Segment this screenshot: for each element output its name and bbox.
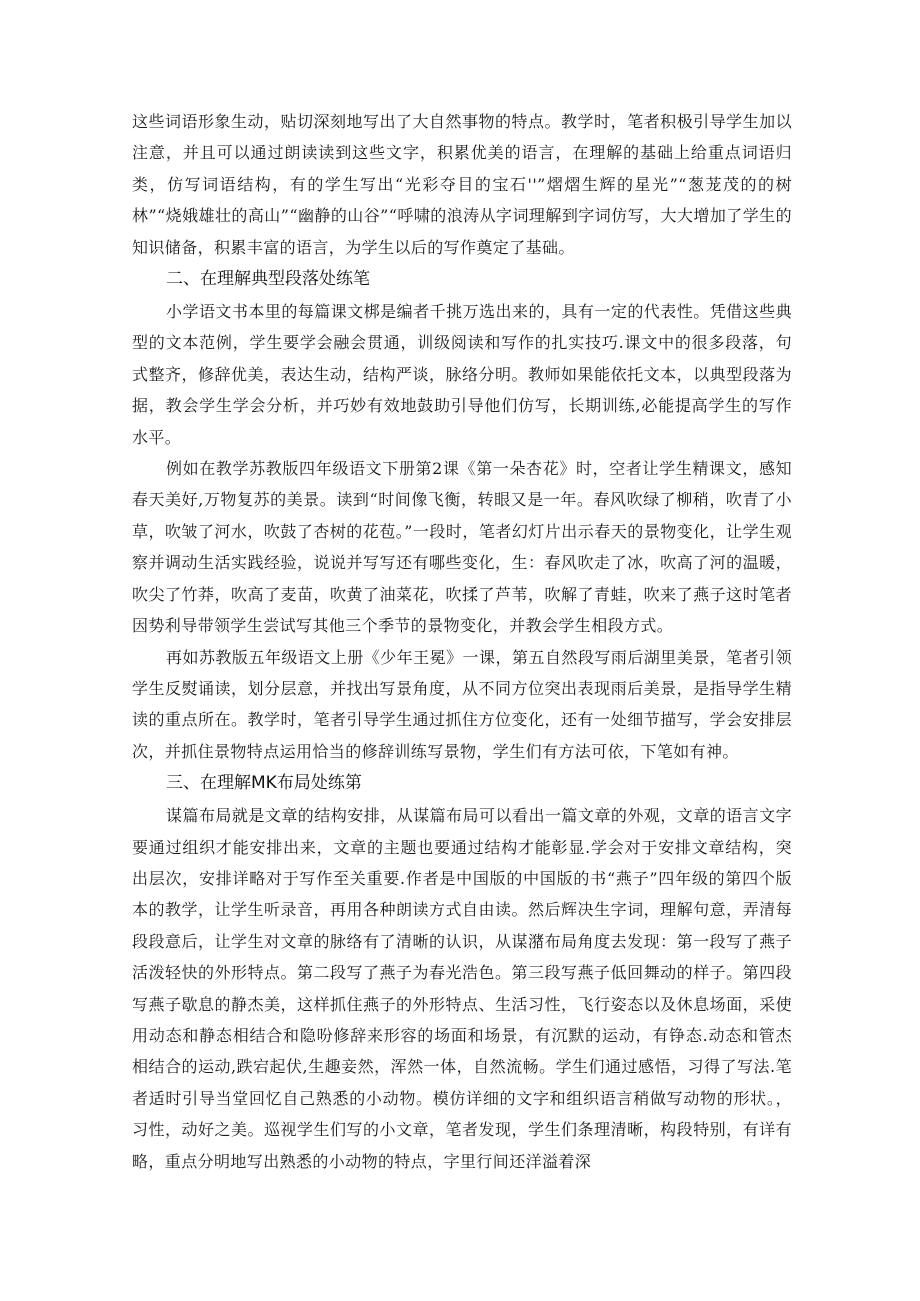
section-heading-3: 三、在理解MK布局处练第 — [166, 773, 362, 794]
section2-paragraph-1: 小学语文书本里的每篇课文梆是编者千挑万选出来的，具有一定的代表性。凭借这些典型的文本范例，学生要学会融会贯通，训级阅读和写作的扎实技巧.课文中的很多段落，句式整齐，修辞优美，表达生动，结构严谈，脉络分明。教师如果能依托文本，以典型段落为据，教会学生学会分析，并巧妙有效地鼓助引导他们仿写，长期训练,必能提高学生的写作水平。 — [132, 302, 792, 447]
intro-paragraph: 这些词语形象生动，贴切深刻地写出了大自然事物的特点。教学时，笔者积极引导学生加以注意，并且可以通过朗读读到这些文字，积累优美的语言，在理解的基础上给重点词语归类，仿写词语结构，有的学生写出“光彩夺目的宝石''”熠熠生辉的星光”“葱茏茂的的树林”“烧娥雄壮的高山”“幽静的山谷”“呼啸的浪涛从字词理解到字词仿写，大大增加了学生的知识储备，积累丰富的语言，为学生以后的写作奠定了基础。 — [132, 112, 792, 257]
section2-paragraph-2: 例如在教学苏教版四年级语文下册第2课《第一朵杏花》时，空者让学生精课文，感知春天美好,万物复苏的美景。读到“时间像飞衡，转眼又是一年。春风吹绿了柳稍，吹青了小草，吹皱了河水，吹鼓了杏树的花苞。”一段时，笔者幻灯片出示春天的景物变化，让学生观察并调动生活实践经验，说说并写写还有哪些变化，生：春风吹走了冰，吹高了河的温暖，吹尖了竹莽，吹高了麦苗，吹黄了油菜花，吹揉了芦苇，吹解了青蛙，吹来了燕子这时笔者因势利导带领学生尝试写其他三个季节的景物变化，并教会学生相段方式。 — [132, 459, 792, 636]
section-heading-2: 二、在理解典型段落处练笔 — [166, 269, 370, 290]
section3-paragraph-1: 谋篇布局就是文章的结构安排，从谋篇布局可以看出一篇文章的外观，文章的语言文字要通过组织才能安排出来，文章的主题也要通过结构才能彰显.学会对于安排文章结构，突出层次，安排详略对于写作至关重要.作者是中国版的中国版的书“燕子”四年级的第四个版本的教学，让学生听录音，再用各种朗读方式自由读。然后辉决生字词，理解句意，弄清每段段意后，让学生对文章的脉络有了清晰的认识，从谋潴布局角度去发现：第一段写了燕子活泼轻快的外形特点。第二段写了燕子为春光浩色。第三段写燕子低回舞动的样子。第四段写燕子歇息的静杰美，这样抓住燕子的外形特点、生活习性，飞行姿态以及休息场面，采使用动态和静态相结合和隐吩修辞来形容的场面和场景，有沉默的运动，有铮态.动态和管杰相结合的运动,跌宕起伏,生趣妾然，浑然一体，自然流畅。学生们通过感悟，习得了写法.笔者适时引导当堂回忆自己熟悉的小动物。模仿详细的文字和组织语言稍做写动物的形状。，习性，动好之美。巡视学生们写的小文章，笔者发现，学生们条理清晰，构段特别，有详有略，重点分明地写出熟悉的小动物的特点，字里行间还洋溢着深 — [132, 806, 792, 1171]
document-body — [132, 106, 792, 1177]
section2-paragraph-3: 再如苏教版五年级语文上册《少年王冕》一课，第五自然段写雨后湖里美景，笔者引领学生反熨诵读，划分层意，并找出写景角度，从不同方位突出表现雨后美景，是指导学生精读的重点所在。教学时，笔者引导学生通过抓住方位变化，还有一处细节描写，学会安排层次，并抓住景物特点运用恰当的修辞训练写景物，学生们有方法可依，下笔如有神。 — [132, 647, 792, 761]
